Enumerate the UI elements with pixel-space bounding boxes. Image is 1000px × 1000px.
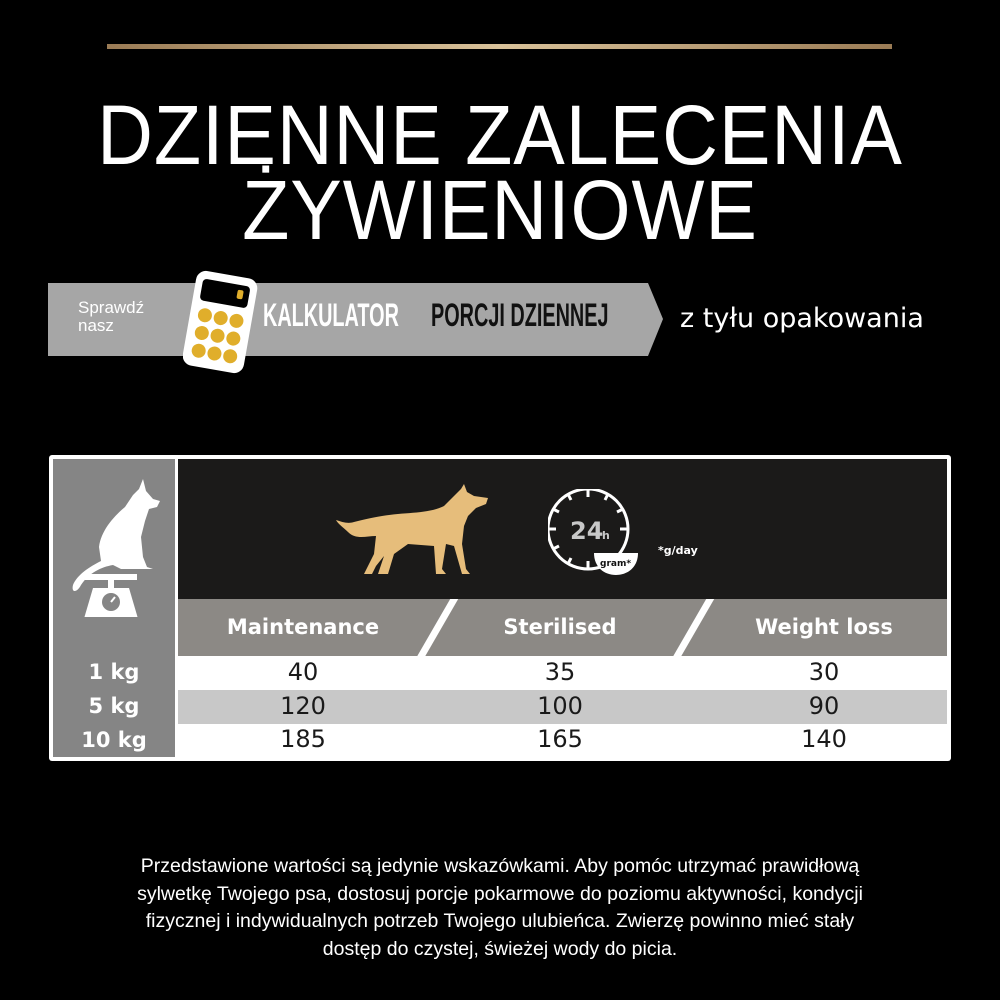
table-cell: 30 xyxy=(808,658,840,686)
column-header: Sterilised xyxy=(503,615,617,639)
disclaimer-text xyxy=(60,853,940,963)
weight-label: 5 kg xyxy=(88,694,140,718)
page-title-line1: DZIENNE ZALECENIA xyxy=(97,88,903,182)
weight-label: 10 kg xyxy=(81,728,147,752)
table-row xyxy=(178,690,947,724)
dog-on-scale-icon xyxy=(61,477,167,617)
disclaimer-line: fizycznej i indywidualnych potrzeb Twojego ulubieńca. Zwierzę powinno mieć stały xyxy=(145,910,855,932)
column-header: Maintenance xyxy=(226,615,380,639)
disclaimer-line: sylwetkę Twojego psa, dostosuj porcje pokarmowe do poziomu aktywności, kondycji xyxy=(137,882,863,905)
feeding-table xyxy=(49,455,951,761)
check-line1: Sprawdź xyxy=(78,298,145,317)
table-cell: 100 xyxy=(537,692,583,720)
calculator-icon xyxy=(183,270,258,375)
svg-text:gram*: gram* xyxy=(600,559,632,569)
table-cell: 140 xyxy=(801,725,847,753)
weight-column xyxy=(53,459,175,757)
unit-note: *g/day xyxy=(658,544,698,557)
table-row xyxy=(178,723,947,757)
disclaimer-line: dostęp do czystej, świeżej wody do picia. xyxy=(322,937,678,960)
clock-hours: 24 xyxy=(570,517,604,545)
walking-dog-icon xyxy=(336,484,496,579)
table-cell: 120 xyxy=(280,692,326,720)
disclaimer-line: Przedstawione wartości są jedynie wskazówkami. Aby pomóc utrzymać prawidłową xyxy=(140,855,860,877)
calculator-banner xyxy=(48,283,648,356)
gold-divider xyxy=(107,44,892,49)
table-cell: 90 xyxy=(808,692,840,720)
clock-bowl-icon xyxy=(548,489,658,579)
calculator-rest: PORCJI DZIENNEJ xyxy=(431,297,609,333)
table-cell: 35 xyxy=(544,658,576,686)
calculator-word: KALKULATOR xyxy=(263,297,399,333)
svg-text:h: h xyxy=(602,529,610,542)
table-header-illustration xyxy=(178,459,947,599)
page-title-line2: ŻYWIENIOWE xyxy=(242,163,758,257)
table-column-headers xyxy=(178,599,947,656)
back-of-pack-text: z tyłu opakowania xyxy=(680,303,924,334)
table-cell: 185 xyxy=(280,725,326,753)
table-cell: 165 xyxy=(537,725,583,753)
check-line2: nasz xyxy=(78,316,114,335)
banner-check-text xyxy=(78,299,144,335)
column-header: Weight loss xyxy=(755,615,893,639)
table-cell: 40 xyxy=(287,658,319,686)
header-divider xyxy=(666,599,714,656)
table-row xyxy=(178,656,947,690)
weight-label: 1 kg xyxy=(88,660,140,684)
